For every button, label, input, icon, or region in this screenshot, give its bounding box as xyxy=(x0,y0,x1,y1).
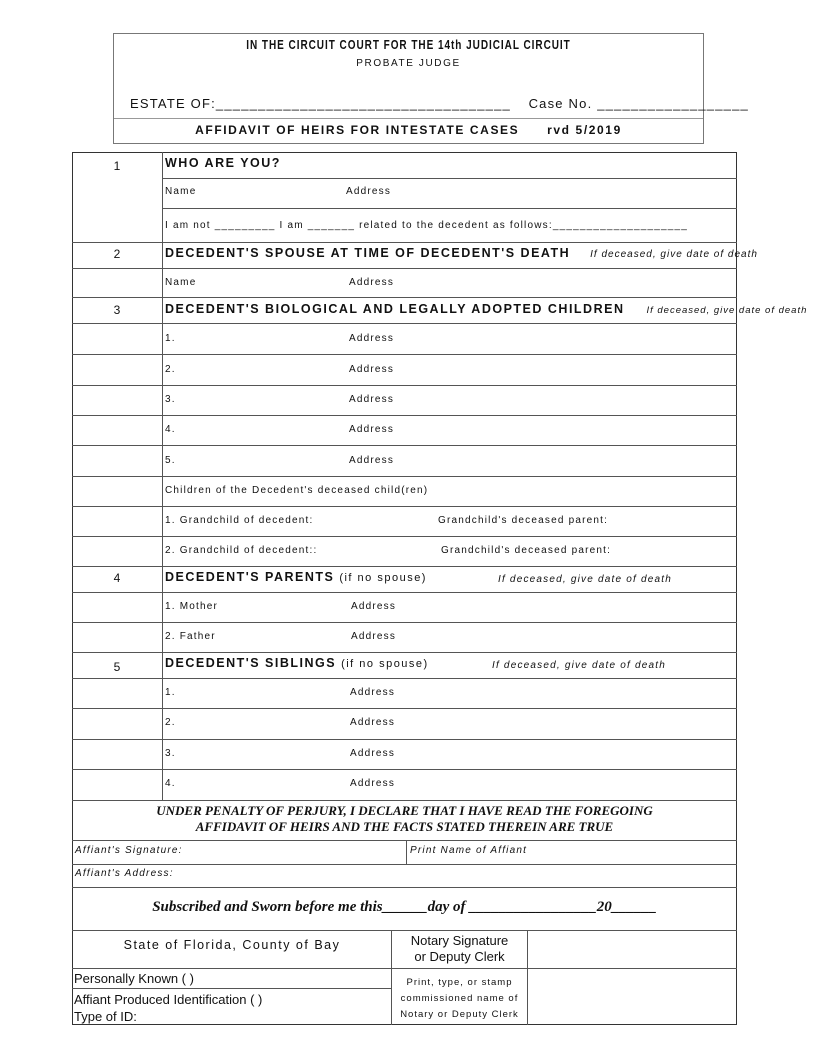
row-rule xyxy=(72,323,737,324)
notary-divider-right xyxy=(527,930,528,1025)
row-rule xyxy=(72,800,737,801)
section-title xyxy=(165,570,427,584)
row-rule xyxy=(72,678,737,679)
row-rule xyxy=(72,930,737,931)
estate-of-field[interactable]: ESTATE OF:___________________________________ xyxy=(130,96,511,111)
row-rule xyxy=(72,592,737,593)
row-rule xyxy=(72,536,737,537)
row-rule xyxy=(162,208,737,209)
personally-known-checkbox[interactable]: Personally Known ( ) xyxy=(74,971,194,986)
name-label: Name xyxy=(165,277,197,288)
address-label: Address xyxy=(349,277,395,288)
state-county: State of Florida, County of Bay xyxy=(123,938,341,952)
mother-label: 1. Mother xyxy=(165,601,219,612)
case-no-field[interactable]: Case No. __________________ xyxy=(528,96,749,111)
notary-signature-label xyxy=(392,933,527,965)
section-title-text: DECEDENT'S SIBLINGS xyxy=(165,656,337,670)
row-rule xyxy=(72,268,737,269)
row-rule xyxy=(391,968,737,969)
section-title-text: DECEDENT'S SPOUSE AT TIME OF DECEDENT'S DEATH xyxy=(165,246,571,260)
row-rule xyxy=(72,242,737,243)
child-item: 3. xyxy=(165,394,176,405)
section-title-text: DECEDENT'S PARENTS xyxy=(165,570,335,584)
address-label: Address xyxy=(349,455,395,466)
row-rule xyxy=(72,840,737,841)
row-rule xyxy=(72,354,737,355)
section-title-text: DECEDENT'S BIOLOGICAL AND LEGALLY ADOPTED CHILDREN xyxy=(165,302,625,316)
child-item: 2. xyxy=(165,364,176,375)
deceased-note: If deceased, give date of death xyxy=(590,249,758,260)
row-rule xyxy=(72,708,737,709)
revision: rvd 5/2019 xyxy=(547,123,622,137)
court-name: IN THE CIRCUIT COURT FOR THE 14th JUDICIAL CIRCUIT xyxy=(246,38,571,52)
section-number: 4 xyxy=(113,571,121,585)
court-header xyxy=(113,33,749,144)
section-title: WHO ARE YOU? xyxy=(165,156,281,170)
address-label: Address xyxy=(351,631,397,642)
notary-print-label xyxy=(392,975,527,1023)
deceased-note: If deceased, give date of death xyxy=(498,574,672,585)
father-label: 2. Father xyxy=(165,631,216,642)
sworn-statement[interactable]: Subscribed and Sworn before me this______day of _________________20______ xyxy=(152,899,657,915)
row-rule xyxy=(72,887,737,888)
notary-signature-line2: or Deputy Clerk xyxy=(414,949,505,964)
affiant-address-field[interactable]: Affiant's Address: xyxy=(75,868,174,879)
header-divider xyxy=(114,118,703,119)
child-item: 1. xyxy=(165,333,176,344)
row-rule xyxy=(162,178,737,179)
form-title-line xyxy=(114,123,703,137)
grandchild-parent-label: Grandchild's deceased parent: xyxy=(438,515,609,526)
notary-print-line3: Notary or Deputy Clerk xyxy=(400,1009,519,1020)
type-of-id-field[interactable]: Type of ID: xyxy=(74,1009,137,1024)
child-item: 5. xyxy=(165,455,176,466)
address-label: Address xyxy=(349,424,395,435)
no-spouse-note: (if no spouse) xyxy=(341,658,429,670)
address-label: Address xyxy=(346,186,392,197)
perjury-declaration-line2: AFFIDAVIT OF HEIRS AND THE FACTS STATED THEREIN ARE TRUE xyxy=(195,819,614,834)
no-spouse-note: (if no spouse) xyxy=(339,572,427,584)
row-rule xyxy=(72,297,737,298)
section-number: 5 xyxy=(113,660,121,674)
section-title xyxy=(165,656,429,670)
row-rule xyxy=(72,988,391,989)
sibling-item: 2. xyxy=(165,717,176,728)
grandchild-label: 1. Grandchild of decedent: xyxy=(165,515,314,526)
section-number: 1 xyxy=(113,159,121,173)
sibling-item: 3. xyxy=(165,748,176,759)
deceased-note: If deceased, give date of death xyxy=(646,305,808,316)
grandchild-parent-label: Grandchild's deceased parent: xyxy=(441,545,612,556)
relation-line[interactable]: I am not _________ I am _______ related to the decedent as follows:____________________ xyxy=(165,220,689,231)
form-title: AFFIDAVIT OF HEIRS FOR INTESTATE CASES xyxy=(195,123,520,137)
row-rule xyxy=(72,864,737,865)
child-item: 4. xyxy=(165,424,176,435)
notary-print-line2: commissioned name of xyxy=(400,993,519,1004)
section-number: 2 xyxy=(113,247,121,261)
deceased-children-label: Children of the Decedent's deceased child(ren) xyxy=(165,485,429,496)
section-number: 3 xyxy=(113,303,121,317)
perjury-declaration-line1: UNDER PENALTY OF PERJURY, I DECLARE THAT I HAVE READ THE FOREGOING xyxy=(156,803,653,818)
address-label: Address xyxy=(350,778,396,789)
address-label: Address xyxy=(350,687,396,698)
notary-print-line1: Print, type, or stamp xyxy=(406,977,513,988)
row-rule xyxy=(72,445,737,446)
sibling-item: 1. xyxy=(165,687,176,698)
address-label: Address xyxy=(349,364,395,375)
grandchild-label: 2. Grandchild of decedent:: xyxy=(165,545,318,556)
row-rule xyxy=(72,385,737,386)
row-rule xyxy=(72,476,737,477)
address-label: Address xyxy=(350,717,396,728)
signature-divider xyxy=(406,840,407,864)
row-rule xyxy=(72,739,737,740)
produced-id-checkbox[interactable]: Affiant Produced Identification ( ) xyxy=(74,992,263,1007)
address-label: Address xyxy=(349,333,395,344)
estate-line xyxy=(130,96,749,111)
address-label: Address xyxy=(350,748,396,759)
address-label: Address xyxy=(351,601,397,612)
row-rule xyxy=(72,622,737,623)
row-rule xyxy=(72,506,737,507)
row-rule xyxy=(72,968,391,969)
row-rule xyxy=(72,566,737,567)
row-rule xyxy=(72,652,737,653)
section-title xyxy=(165,246,758,260)
name-label: Name xyxy=(165,186,197,197)
section-title xyxy=(165,302,807,316)
affiant-print-name-field[interactable]: Print Name of Affiant xyxy=(410,845,528,856)
row-rule xyxy=(72,769,737,770)
division: PROBATE JUDGE xyxy=(356,58,461,69)
affiant-signature-field[interactable]: Affiant's Signature: xyxy=(75,845,183,856)
sibling-item: 4. xyxy=(165,778,176,789)
notary-signature-line1: Notary Signature xyxy=(410,933,509,948)
row-rule xyxy=(72,415,737,416)
deceased-note: If deceased, give date of death xyxy=(492,660,666,671)
address-label: Address xyxy=(349,394,395,405)
